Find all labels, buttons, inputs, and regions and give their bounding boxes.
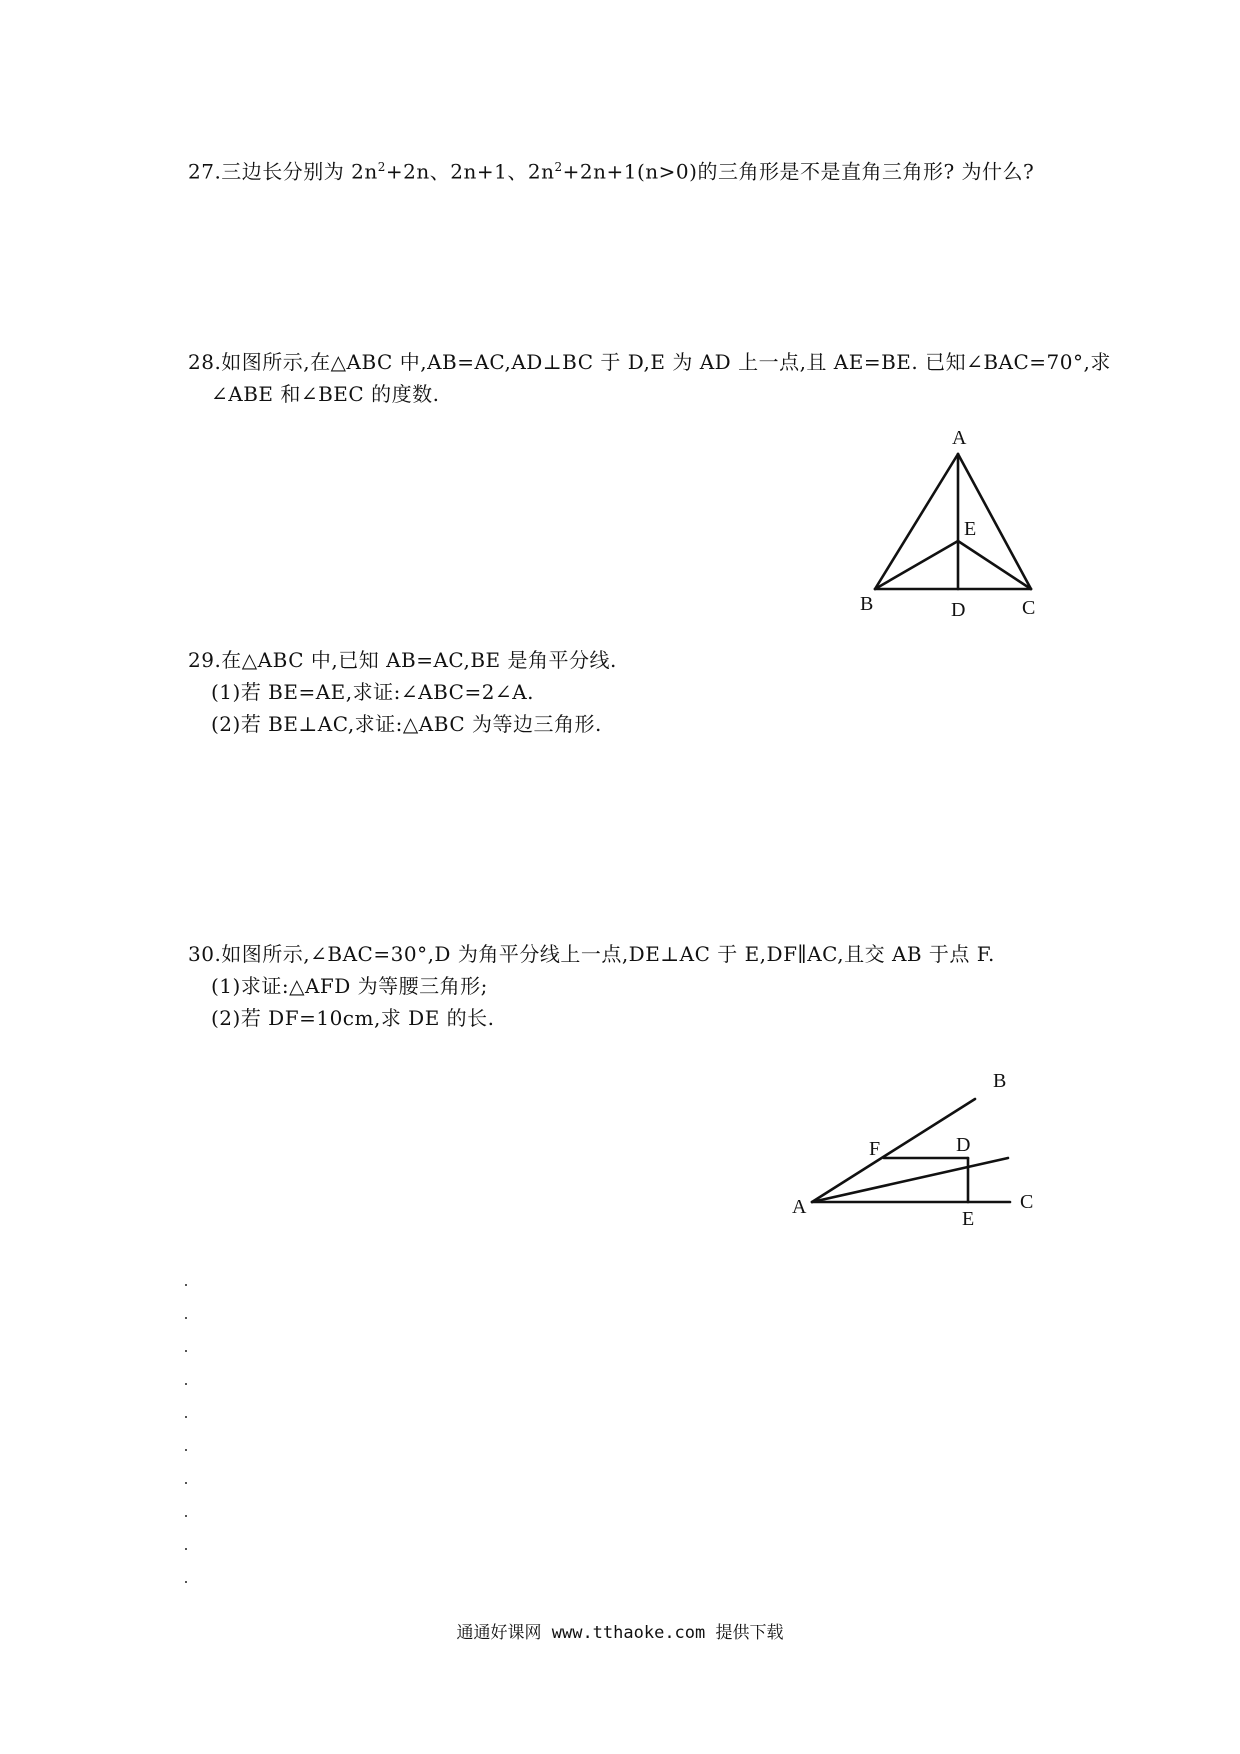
q27-text-part1: 27.三边长分别为 2n bbox=[188, 159, 378, 184]
margin-dot bbox=[185, 1581, 187, 1583]
margin-dot bbox=[185, 1449, 187, 1451]
q30-label-F: F bbox=[869, 1138, 881, 1160]
question-28-line-1: 28.如图所示,在△ABC 中,AB=AC,AD⊥BC 于 D,E 为 AD 上一点,且 AE=BE. 已知∠BAC=70°,求 bbox=[188, 350, 1111, 374]
question-30-line-2: (1)求证:△AFD 为等腰三角形; bbox=[211, 974, 488, 998]
q30-label-B: B bbox=[993, 1070, 1007, 1092]
margin-dot bbox=[185, 1350, 187, 1352]
q30-label-E: E bbox=[962, 1208, 975, 1230]
q27-text-part3: +2n+1(n>0)的三角形是不是直角三角形? 为什么? bbox=[562, 159, 1035, 184]
q28-segment-BE bbox=[875, 541, 958, 589]
q28-label-C: C bbox=[1022, 597, 1036, 619]
margin-dot bbox=[185, 1548, 187, 1550]
q27-text-part2: +2n、2n+1、2n bbox=[385, 159, 555, 184]
question-30-line-3: (2)若 DF=10cm,求 DE 的长. bbox=[211, 1006, 495, 1030]
question-27 bbox=[188, 153, 1034, 186]
page-footer: 通通好课网 www.tthaoke.com 提供下载 bbox=[456, 1623, 784, 1643]
q27-exponent-2: 2 bbox=[554, 160, 563, 174]
margin-dot bbox=[185, 1317, 187, 1319]
question-30-line-1: 30.如图所示,∠BAC=30°,D 为角平分线上一点,DE⊥AC 于 E,DF∥AC,且交 AB 于点 F. bbox=[188, 942, 995, 966]
q28-triangle-figure bbox=[850, 426, 1050, 626]
q28-segment-AB bbox=[875, 454, 958, 589]
q28-label-D: D bbox=[951, 599, 966, 621]
q30-ray-AB bbox=[812, 1099, 975, 1202]
q28-segment-CE bbox=[958, 541, 1031, 589]
question-29-line-1: 29.在△ABC 中,已知 AB=AC,BE 是角平分线. bbox=[188, 648, 617, 672]
question-29-line-3: (2)若 BE⊥AC,求证:△ABC 为等边三角形. bbox=[211, 712, 602, 736]
question-28-line-2: ∠ABE 和∠BEC 的度数. bbox=[211, 382, 440, 406]
question-29-line-2: (1)若 BE=AE,求证:∠ABC=2∠A. bbox=[211, 680, 534, 704]
margin-dot bbox=[185, 1416, 187, 1418]
margin-dot bbox=[185, 1482, 187, 1484]
q28-label-E: E bbox=[964, 518, 977, 540]
q30-angle-figure bbox=[780, 1055, 1050, 1235]
q27-exponent-1: 2 bbox=[377, 160, 386, 174]
q28-label-B: B bbox=[860, 593, 874, 615]
margin-dot bbox=[185, 1284, 187, 1286]
margin-dot bbox=[185, 1383, 187, 1385]
q30-label-C: C bbox=[1020, 1191, 1034, 1213]
q28-label-A: A bbox=[952, 427, 967, 449]
q30-label-D: D bbox=[956, 1134, 971, 1156]
margin-dot bbox=[185, 1515, 187, 1517]
q30-label-A: A bbox=[792, 1196, 807, 1218]
q30-bisector-AD bbox=[812, 1158, 1008, 1202]
